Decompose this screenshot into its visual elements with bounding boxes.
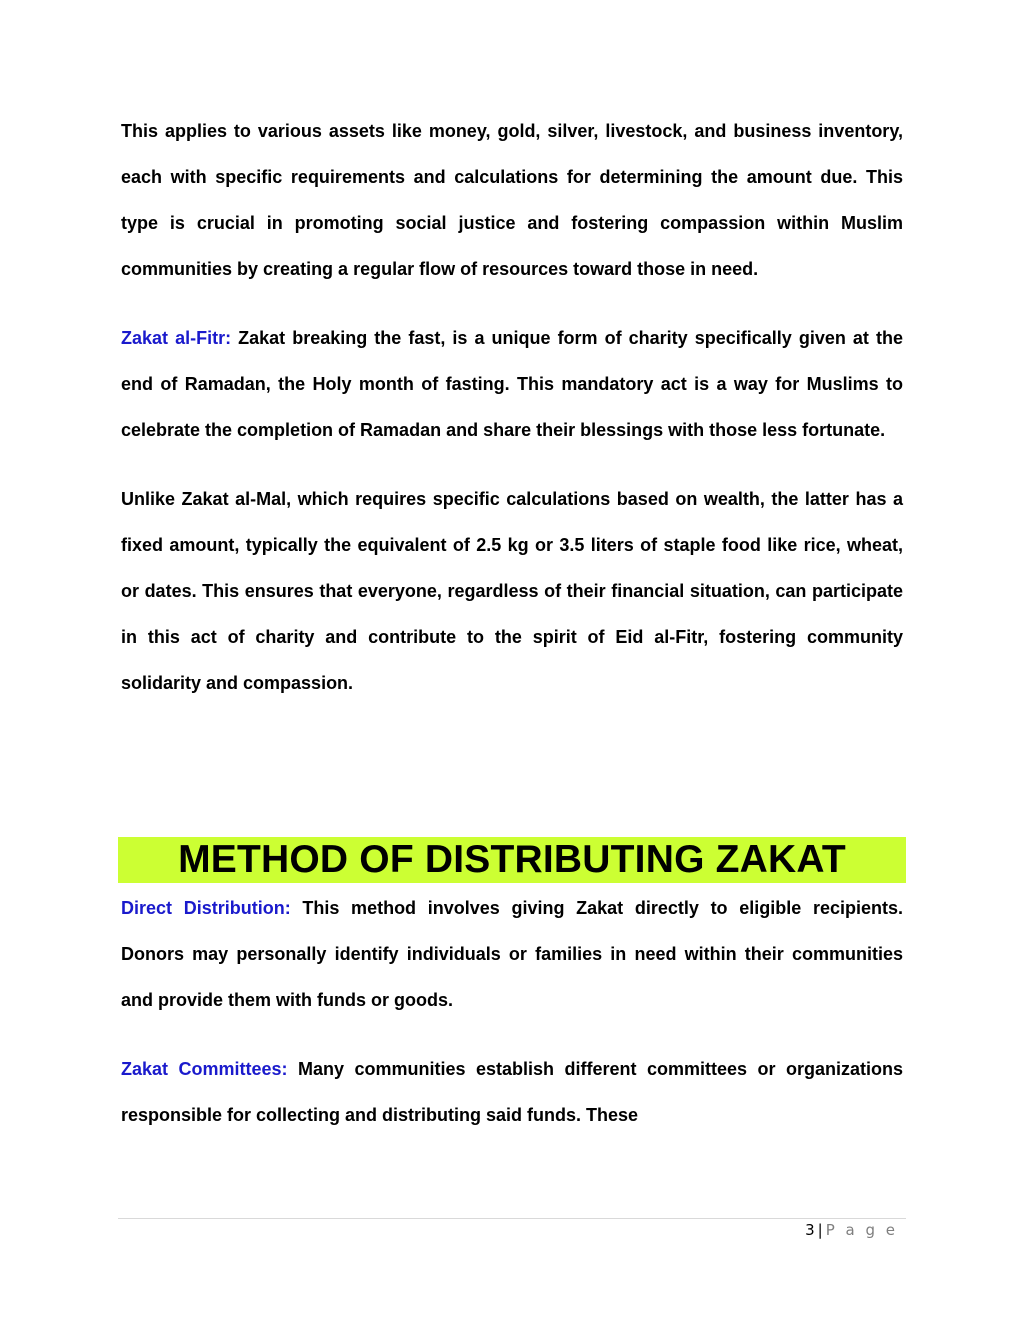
paragraph-assets [121,108,903,292]
document-body-lower [121,885,903,1138]
paragraph-direct-distribution [121,885,903,1023]
paragraph-text: Many communities establish different committees or organizations responsible for collecting and distributing said funds. These [121,1059,903,1125]
paragraph-label: Direct Distribution: [121,898,303,918]
paragraph-fixed-amount [121,476,903,706]
document-body [121,108,903,706]
page-label: P a g e [825,1221,898,1239]
paragraph-text: Unlike Zakat al-Mal, which requires specific calculations based on wealth, the latter has a fixed amount, typically the equivalent of 2.5 kg or 3.5 liters of staple food like rice, wheat, or dates. This ensures that everyone, regardless of their financial situation, can participate in this act of charity and contribute to the spirit of Eid al-Fitr, fostering community solidarity and compassion. [121,489,903,693]
paragraph-zakat-committees [121,1046,903,1138]
paragraph-label: Zakat al-Fitr: [121,328,239,348]
page-number: 3 [805,1221,815,1239]
paragraph-text: Zakat breaking the fast, is a unique form of charity specifically given at the end of Ramadan, the Holy month of fasting. This mandatory act is a way for Muslims to celebrate the completion of Ramadan and share their blessings with those less fortunate. [121,328,903,440]
footer-separator: | [817,1221,823,1239]
section-heading: METHOD OF DISTRIBUTING ZAKAT [178,838,846,881]
paragraph-text: This method involves giving Zakat directly to eligible recipients. Donors may personally identify individuals or families in need within their communities and provide them with funds or goods. [121,898,903,1010]
section-heading-band [118,837,906,883]
paragraph-zakat-al-fitr [121,315,903,453]
paragraph-text: This applies to various assets like money, gold, silver, livestock, and business inventory, each with specific requirements and calculations for determining the amount due. This type is crucial in promoting social justice and fostering compassion within Muslim communities by creating a regular flow of resources toward those in need. [121,121,903,279]
footer-divider [118,1218,906,1219]
page-footer [805,1221,898,1239]
paragraph-label: Zakat Committees: [121,1059,298,1079]
